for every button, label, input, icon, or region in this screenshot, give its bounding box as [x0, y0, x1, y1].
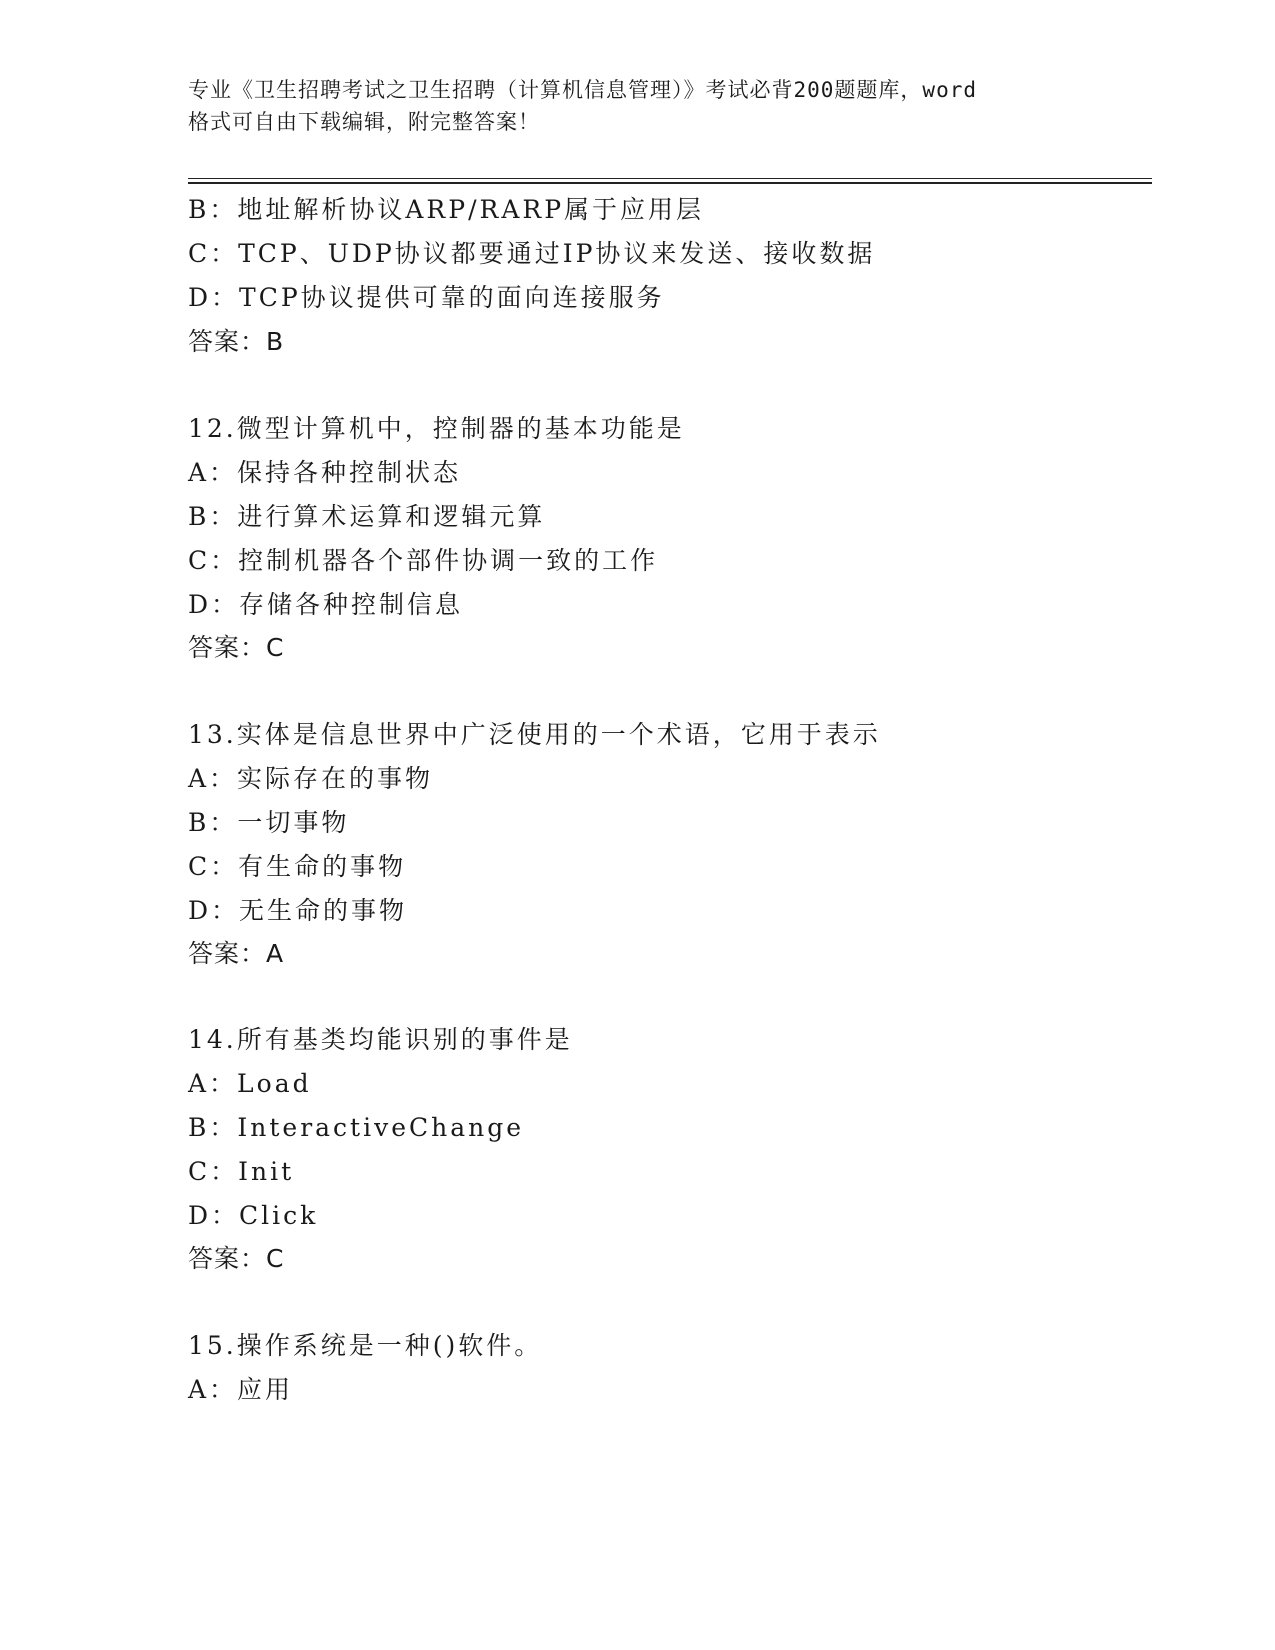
q13-option-a: A：实际存在的事物	[188, 764, 434, 793]
q14-option-c: C：Init	[188, 1157, 295, 1186]
q15-option-a: A：应用	[188, 1375, 294, 1404]
q13-option-d: D：无生命的事物	[188, 896, 408, 925]
q12-option-b: B：进行算术运算和逻辑元算	[188, 502, 546, 531]
q12-question: 12.微型计算机中，控制器的基本功能是	[188, 414, 685, 443]
q11-option-c: C：TCP、UDP协议都要通过IP协议来发送、接收数据	[188, 239, 876, 268]
q12-answer: 答案：C	[188, 633, 285, 662]
q11-answer: 答案：B	[188, 327, 285, 356]
q15-question: 15.操作系统是一种()软件。	[188, 1331, 543, 1360]
q13-answer: 答案：A	[188, 939, 285, 968]
header-divider-bottom	[188, 182, 1152, 184]
q11-option-b: B：地址解析协议ARP/RARP属于应用层	[188, 195, 705, 224]
q14-option-d: D：Click	[188, 1201, 319, 1230]
header-line-1: 专业《卫生招聘考试之卫生招聘（计算机信息管理）》考试必背200题题库，word	[188, 78, 977, 102]
q12-option-d: D：存储各种控制信息	[188, 590, 464, 619]
q13-question: 13.实体是信息世界中广泛使用的一个术语，它用于表示	[188, 720, 881, 749]
q14-option-a: A：Load	[188, 1069, 312, 1098]
q14-question: 14.所有基类均能识别的事件是	[188, 1025, 573, 1054]
q14-option-b: B：InteractiveChange	[188, 1113, 525, 1142]
header-divider-top	[188, 178, 1152, 179]
q13-option-b: B：一切事物	[188, 808, 350, 837]
q12-option-c: C：控制机器各个部件协调一致的工作	[188, 546, 659, 575]
q13-option-c: C：有生命的事物	[188, 852, 407, 881]
document-header	[188, 74, 1088, 138]
q12-option-a: A：保持各种控制状态	[188, 458, 462, 487]
header-line-2: 格式可自由下载编辑，附完整答案！	[188, 110, 540, 134]
q14-answer: 答案：C	[188, 1244, 285, 1273]
q11-option-d: D：TCP协议提供可靠的面向连接服务	[188, 283, 665, 312]
